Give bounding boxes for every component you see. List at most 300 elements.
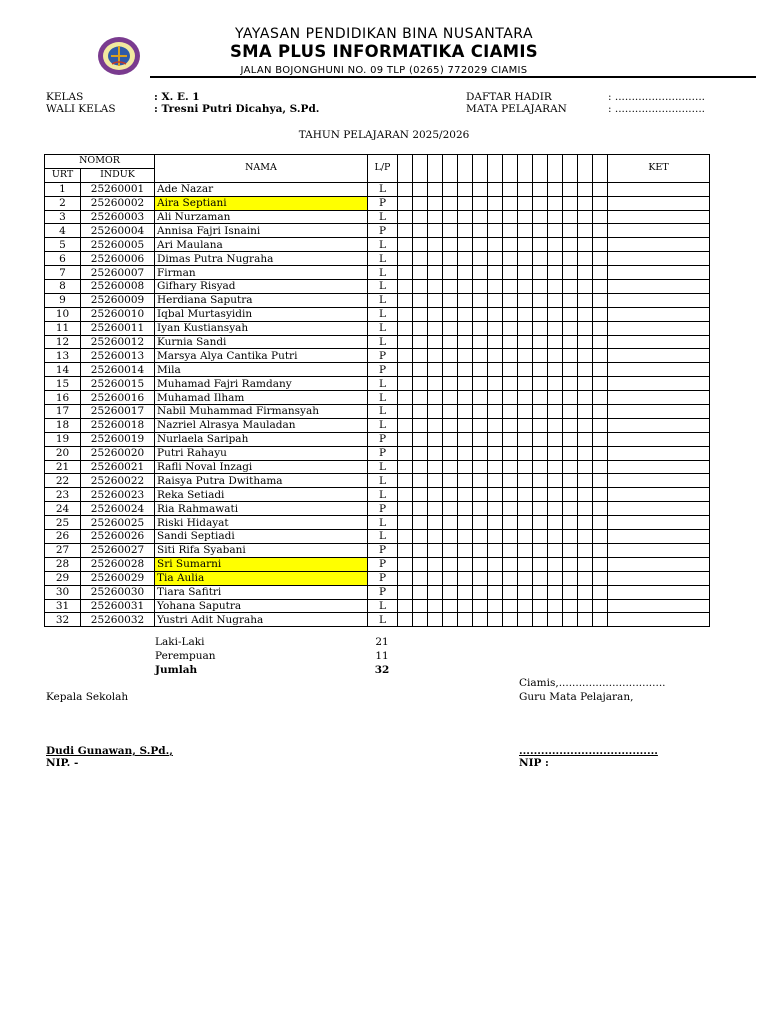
cell-attendance (503, 488, 518, 502)
cell-attendance (473, 613, 488, 627)
cell-lp: L (368, 210, 398, 224)
cell-attendance (398, 293, 413, 307)
cell-attendance (473, 418, 488, 432)
cell-attendance (533, 474, 548, 488)
cell-attendance (503, 280, 518, 294)
cell-attendance (563, 432, 578, 446)
cell-attendance (413, 474, 428, 488)
cell-attendance (533, 293, 548, 307)
cell-attendance (533, 349, 548, 363)
cell-attendance (458, 530, 473, 544)
cell-induk: 25260012 (81, 335, 155, 349)
cell-attendance (503, 474, 518, 488)
cell-attendance (473, 238, 488, 252)
summary-laki-value: 21 (375, 636, 389, 648)
cell-attendance (548, 293, 563, 307)
cell-attendance (518, 502, 533, 516)
cell-induk: 25260029 (81, 571, 155, 585)
cell-lp: P (368, 432, 398, 446)
cell-attendance (548, 557, 563, 571)
daftar-hadir-label: DAFTAR HADIR (466, 91, 552, 103)
cell-attendance (518, 196, 533, 210)
cell-attendance (578, 613, 593, 627)
cell-attendance (518, 349, 533, 363)
cell-lp: P (368, 585, 398, 599)
cell-attendance (518, 530, 533, 544)
cell-induk: 25260024 (81, 502, 155, 516)
cell-nama: Sandi Septiadi (155, 530, 368, 544)
cell-urt: 17 (45, 405, 81, 419)
cell-attendance (473, 377, 488, 391)
cell-attendance (443, 599, 458, 613)
cell-attendance (488, 530, 503, 544)
cell-attendance (473, 293, 488, 307)
cell-attendance (473, 321, 488, 335)
cell-attendance (428, 307, 443, 321)
cell-attendance (413, 280, 428, 294)
cell-ket (608, 446, 710, 460)
cell-attendance (563, 502, 578, 516)
cell-attendance (443, 252, 458, 266)
cell-lp: P (368, 224, 398, 238)
cell-attendance (488, 418, 503, 432)
cell-attendance (443, 543, 458, 557)
cell-attendance (563, 405, 578, 419)
daftar-hadir-value: : ........................... (608, 91, 705, 103)
cell-attendance (533, 405, 548, 419)
cell-attendance (488, 446, 503, 460)
cell-attendance (518, 613, 533, 627)
cell-attendance (578, 391, 593, 405)
table-row (45, 585, 710, 599)
cell-ket (608, 405, 710, 419)
table-row (45, 557, 710, 571)
cell-attendance (398, 446, 413, 460)
cell-attendance (578, 293, 593, 307)
cell-attendance (563, 460, 578, 474)
cell-attendance (503, 432, 518, 446)
cell-attendance (533, 238, 548, 252)
cell-attendance (428, 474, 443, 488)
cell-attendance (458, 613, 473, 627)
cell-attendance (443, 585, 458, 599)
cell-attendance (563, 557, 578, 571)
cell-attendance (428, 266, 443, 280)
cell-lp: L (368, 405, 398, 419)
cell-attendance (398, 543, 413, 557)
cell-nama: Ria Rahmawati (155, 502, 368, 516)
cell-urt: 24 (45, 502, 81, 516)
cell-attendance (443, 557, 458, 571)
cell-attendance (518, 446, 533, 460)
cell-attendance (413, 488, 428, 502)
cell-attendance (593, 613, 608, 627)
cell-attendance (488, 224, 503, 238)
cell-attendance (458, 418, 473, 432)
cell-attendance (488, 488, 503, 502)
cell-attendance (518, 238, 533, 252)
cell-induk: 25260002 (81, 196, 155, 210)
cell-ket (608, 280, 710, 294)
cell-attendance (578, 266, 593, 280)
wali-kelas-value: : Tresni Putri Dicahya, S.Pd. (154, 103, 320, 115)
cell-attendance (563, 224, 578, 238)
cell-attendance (458, 196, 473, 210)
cell-attendance (473, 335, 488, 349)
cell-attendance (593, 321, 608, 335)
summary-perempuan-label: Perempuan (155, 650, 216, 662)
cell-attendance (413, 182, 428, 196)
cell-attendance (488, 349, 503, 363)
cell-nama: Muhamad Ilham (155, 391, 368, 405)
cell-ket (608, 418, 710, 432)
cell-attendance (548, 266, 563, 280)
cell-urt: 27 (45, 543, 81, 557)
cell-attendance (398, 280, 413, 294)
cell-attendance (533, 613, 548, 627)
cell-attendance (518, 293, 533, 307)
cell-attendance (593, 210, 608, 224)
cell-attendance (503, 599, 518, 613)
cell-attendance (578, 224, 593, 238)
cell-attendance (503, 238, 518, 252)
cell-attendance (428, 363, 443, 377)
cell-attendance (488, 502, 503, 516)
cell-attendance (593, 446, 608, 460)
cell-attendance (548, 543, 563, 557)
cell-attendance (548, 432, 563, 446)
kelas-label: KELAS (46, 91, 84, 103)
cell-attendance (533, 446, 548, 460)
cell-attendance (578, 446, 593, 460)
cell-nama: Annisa Fajri Isnaini (155, 224, 368, 238)
cell-attendance (443, 377, 458, 391)
cell-lp: P (368, 196, 398, 210)
cell-ket (608, 502, 710, 516)
cell-attendance (563, 196, 578, 210)
cell-attendance (443, 196, 458, 210)
cell-ket (608, 335, 710, 349)
cell-urt: 20 (45, 446, 81, 460)
cell-attendance (413, 418, 428, 432)
cell-attendance (593, 335, 608, 349)
cell-attendance (533, 307, 548, 321)
cell-attendance (533, 377, 548, 391)
cell-attendance (563, 446, 578, 460)
cell-attendance (443, 210, 458, 224)
cell-attendance (398, 335, 413, 349)
cell-lp: P (368, 571, 398, 585)
cell-attendance (503, 391, 518, 405)
cell-attendance (413, 210, 428, 224)
cell-attendance (413, 502, 428, 516)
cell-nama: Marsya Alya Cantika Putri (155, 349, 368, 363)
cell-ket (608, 196, 710, 210)
cell-urt: 9 (45, 293, 81, 307)
cell-attendance (578, 585, 593, 599)
cell-induk: 25260006 (81, 252, 155, 266)
cell-attendance (458, 363, 473, 377)
cell-attendance (413, 571, 428, 585)
cell-attendance (458, 460, 473, 474)
cell-attendance (563, 280, 578, 294)
guru-label: Guru Mata Pelajaran, (519, 691, 634, 703)
cell-attendance (398, 502, 413, 516)
header-nama: NAMA (155, 155, 368, 183)
cell-attendance (548, 418, 563, 432)
cell-attendance (473, 405, 488, 419)
table-row (45, 307, 710, 321)
cell-attendance (473, 307, 488, 321)
cell-attendance (503, 613, 518, 627)
cell-attendance (398, 238, 413, 252)
cell-attendance (563, 585, 578, 599)
cell-attendance (473, 182, 488, 196)
cell-attendance (413, 405, 428, 419)
cell-attendance (563, 530, 578, 544)
cell-lp: L (368, 182, 398, 196)
cell-attendance (518, 418, 533, 432)
cell-attendance (413, 446, 428, 460)
cell-attendance (593, 307, 608, 321)
cell-attendance (398, 363, 413, 377)
cell-attendance (533, 488, 548, 502)
cell-attendance (488, 516, 503, 530)
table-row (45, 363, 710, 377)
cell-attendance (548, 238, 563, 252)
cell-attendance (473, 530, 488, 544)
table-row (45, 446, 710, 460)
cell-attendance (428, 446, 443, 460)
cell-lp: P (368, 543, 398, 557)
cell-attendance (593, 196, 608, 210)
cell-attendance (398, 307, 413, 321)
cell-attendance (593, 460, 608, 474)
cell-lp: P (368, 349, 398, 363)
cell-attendance (398, 266, 413, 280)
cell-attendance (518, 391, 533, 405)
cell-attendance (458, 321, 473, 335)
cell-lp: L (368, 252, 398, 266)
cell-ket (608, 182, 710, 196)
cell-attendance (473, 432, 488, 446)
cell-attendance (533, 335, 548, 349)
cell-attendance (428, 530, 443, 544)
cell-attendance (398, 460, 413, 474)
cell-attendance (593, 516, 608, 530)
cell-attendance (533, 557, 548, 571)
table-row (45, 432, 710, 446)
cell-urt: 14 (45, 363, 81, 377)
cell-induk: 25260017 (81, 405, 155, 419)
cell-attendance (533, 585, 548, 599)
cell-attendance (443, 418, 458, 432)
cell-nama: Yohana Saputra (155, 599, 368, 613)
cell-attendance (503, 196, 518, 210)
cell-attendance (548, 474, 563, 488)
cell-attendance (503, 502, 518, 516)
cell-attendance (428, 377, 443, 391)
table-row (45, 266, 710, 280)
cell-induk: 25260005 (81, 238, 155, 252)
cell-attendance (473, 460, 488, 474)
cell-induk: 25260026 (81, 530, 155, 544)
cell-induk: 25260019 (81, 432, 155, 446)
cell-ket (608, 599, 710, 613)
header-ket: KET (608, 155, 710, 183)
cell-attendance (518, 405, 533, 419)
cell-nama: Firman (155, 266, 368, 280)
cell-attendance (413, 599, 428, 613)
cell-attendance (488, 321, 503, 335)
cell-attendance (443, 613, 458, 627)
cell-urt: 23 (45, 488, 81, 502)
cell-nama: Iqbal Murtasyidin (155, 307, 368, 321)
cell-attendance (428, 418, 443, 432)
cell-attendance (413, 460, 428, 474)
cell-attendance (473, 543, 488, 557)
cell-induk: 25260001 (81, 182, 155, 196)
cell-lp: L (368, 474, 398, 488)
cell-induk: 25260032 (81, 613, 155, 627)
cell-attendance (428, 196, 443, 210)
cell-attendance (533, 599, 548, 613)
cell-attendance (443, 307, 458, 321)
cell-attendance (458, 405, 473, 419)
cell-attendance (548, 307, 563, 321)
cell-ket (608, 474, 710, 488)
cell-attendance (413, 557, 428, 571)
cell-attendance (563, 266, 578, 280)
cell-attendance (488, 557, 503, 571)
cell-attendance (533, 460, 548, 474)
cell-nama: Dimas Putra Nugraha (155, 252, 368, 266)
cell-attendance (578, 238, 593, 252)
table-row (45, 571, 710, 585)
cell-attendance (548, 377, 563, 391)
cell-attendance (443, 530, 458, 544)
cell-attendance (533, 516, 548, 530)
cell-urt: 22 (45, 474, 81, 488)
cell-attendance (548, 252, 563, 266)
table-row (45, 293, 710, 307)
cell-attendance (413, 349, 428, 363)
cell-attendance (443, 335, 458, 349)
cell-attendance (563, 488, 578, 502)
cell-attendance (428, 557, 443, 571)
table-row (45, 405, 710, 419)
table-row (45, 530, 710, 544)
cell-urt: 4 (45, 224, 81, 238)
cell-attendance (413, 585, 428, 599)
cell-attendance (548, 349, 563, 363)
cell-attendance (458, 391, 473, 405)
cell-urt: 19 (45, 432, 81, 446)
cell-attendance (473, 599, 488, 613)
cell-nama: Sri Sumarni (155, 557, 368, 571)
cell-nama: Siti Rifa Syabani (155, 543, 368, 557)
cell-lp: L (368, 391, 398, 405)
cell-attendance (563, 516, 578, 530)
table-row (45, 280, 710, 294)
cell-attendance (593, 530, 608, 544)
cell-lp: P (368, 557, 398, 571)
cell-ket (608, 266, 710, 280)
cell-attendance (398, 516, 413, 530)
cell-attendance (458, 349, 473, 363)
kepala-sekolah-label: Kepala Sekolah (46, 691, 129, 703)
cell-attendance (398, 196, 413, 210)
cell-attendance (503, 210, 518, 224)
cell-attendance (563, 543, 578, 557)
cell-attendance (443, 182, 458, 196)
cell-lp: L (368, 293, 398, 307)
cell-ket (608, 321, 710, 335)
cell-attendance (398, 557, 413, 571)
cell-urt: 5 (45, 238, 81, 252)
cell-attendance (563, 335, 578, 349)
cell-attendance (503, 224, 518, 238)
cell-lp: L (368, 613, 398, 627)
cell-attendance (428, 349, 443, 363)
cell-attendance (458, 335, 473, 349)
cell-attendance (533, 571, 548, 585)
cell-attendance (473, 266, 488, 280)
cell-attendance (593, 363, 608, 377)
cell-urt: 18 (45, 418, 81, 432)
cell-attendance (458, 585, 473, 599)
cell-attendance (443, 516, 458, 530)
cell-attendance (428, 599, 443, 613)
cell-attendance (413, 252, 428, 266)
cell-attendance (563, 182, 578, 196)
table-row (45, 182, 710, 196)
cell-attendance (548, 224, 563, 238)
cell-attendance (398, 488, 413, 502)
cell-attendance (428, 585, 443, 599)
cell-attendance (593, 224, 608, 238)
table-row (45, 474, 710, 488)
cell-attendance (473, 446, 488, 460)
summary-perempuan-value: 11 (375, 650, 389, 662)
cell-induk: 25260015 (81, 377, 155, 391)
cell-attendance (503, 557, 518, 571)
cell-nama: Iyan Kustiansyah (155, 321, 368, 335)
cell-attendance (563, 418, 578, 432)
attendance-table (44, 154, 710, 627)
cell-lp: P (368, 446, 398, 460)
cell-attendance (533, 502, 548, 516)
cell-attendance (578, 335, 593, 349)
cell-attendance (563, 238, 578, 252)
cell-ket (608, 516, 710, 530)
cell-attendance (458, 557, 473, 571)
cell-ket (608, 571, 710, 585)
cell-attendance (518, 516, 533, 530)
cell-attendance (488, 585, 503, 599)
cell-attendance (398, 321, 413, 335)
table-row (45, 502, 710, 516)
cell-attendance (593, 405, 608, 419)
cell-attendance (503, 418, 518, 432)
foundation-name: YAYASAN PENDIDIKAN BINA NUSANTARA (234, 26, 534, 42)
cell-urt: 28 (45, 557, 81, 571)
cell-attendance (593, 349, 608, 363)
cell-nama: Reka Setiadi (155, 488, 368, 502)
cell-attendance (548, 599, 563, 613)
cell-urt: 13 (45, 349, 81, 363)
cell-attendance (503, 321, 518, 335)
